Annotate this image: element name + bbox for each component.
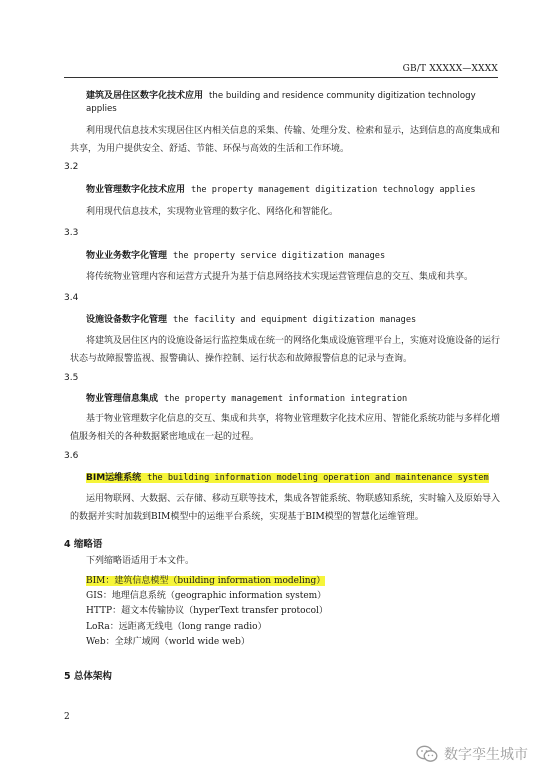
abbreviation-list	[86, 574, 328, 650]
term-heading-3-4	[86, 314, 500, 327]
section-number-3-2: 3.2	[64, 162, 79, 172]
term-zh: 物业业务数字化管理	[86, 251, 168, 261]
header-rule	[64, 77, 498, 78]
wechat-icon	[416, 745, 438, 763]
section-number-3-4: 3.4	[64, 293, 79, 303]
term-en: the property management digitization technology applies	[191, 185, 476, 195]
abbreviation-item	[86, 574, 328, 589]
term-definition-3-3: 将传统物业管理内容和运营方式提升为基于信息网络技术实现运营管理信息的交互、集成和共享。	[86, 272, 474, 282]
term-heading-3-3	[86, 250, 500, 263]
term-zh: 设施设备数字化管理	[86, 315, 168, 325]
term-definition-3-6: 运用物联网、大数据、云存储、移动互联等技术，集成各智能系统、物联感知系统，实时输入及原始导入的数据并实时加载到BIM模型中的运维平台系统，实现基于BIM模型的智慧化运维管理。	[70, 494, 501, 522]
term-zh: 物业管理信息集成	[86, 394, 159, 404]
section-4-intro: 下列缩略语适用于本文件。	[86, 556, 195, 566]
term-en: the building and residence community digitization technology applies	[86, 91, 476, 114]
term-heading-3-2	[86, 184, 500, 197]
term-heading-3-6	[86, 472, 500, 485]
abbreviation-item: LoRa：远距离无线电（long range radio）	[86, 621, 267, 632]
section-number-3-5: 3.5	[64, 373, 79, 383]
abbreviation-item: HTTP：超文本传输协议（hyperText transfer protocol）	[86, 606, 328, 617]
term-definition-3-4: 将建筑及居住区内的设施设备运行监控集成在统一的网络化集成设施管理平台上，实施对设施设备的运行状态与故障报警监视、报警确认、操作控制、运行状态和故障报警信息的记录与查询。	[70, 336, 501, 364]
term-definition-3-1: 利用现代信息技术实现居住区内相关信息的采集、传输、处理分发、检索和显示，达到信息的高度集成和共享，为用户提供安全、舒适、节能、环保与高效的生活和工作环境。	[70, 126, 501, 154]
section-number-3-6: 3.6	[64, 451, 79, 461]
term-en: the property management information integration	[164, 394, 408, 404]
section-4-title: 4 缩略语	[64, 539, 103, 550]
term-zh: 建筑及居住区数字化技术应用	[86, 91, 204, 101]
term-heading-3-1	[86, 90, 500, 116]
watermark	[416, 744, 528, 764]
highlighted-term	[86, 473, 489, 483]
term-heading-3-5	[86, 393, 500, 406]
term-definition-3-2: 利用现代信息技术，实现物业管理的数字化、网络化和智能化。	[86, 207, 339, 217]
highlighted-abbreviation: BIM：建筑信息模型（building information modeling）	[86, 576, 326, 586]
term-en: the property service digitization manages	[173, 251, 386, 261]
term-definition-3-5: 基于物业管理数字化信息的交互、集成和共享，将物业管理数字化技术应用、智能化系统功能与多样化增值服务相关的各种数据紧密地成在一起的过程。	[70, 414, 501, 442]
section-5-title: 5 总体架构	[64, 671, 112, 682]
term-zh: 物业管理数字化技术应用	[86, 185, 186, 195]
term-en: the building information modeling operation and maintenance system	[147, 473, 489, 483]
section-number-3-3: 3.3	[64, 228, 79, 238]
watermark-text: 数字孪生城市	[444, 747, 528, 763]
term-en: the facility and equipment digitization manages	[173, 315, 417, 325]
standard-code: GB/T XXXXX—XXXX	[402, 64, 498, 74]
term-zh: BIM运维系统	[86, 473, 142, 483]
page-number: 2	[64, 712, 70, 722]
abbreviation-item: Web：全球广域网（world wide web）	[86, 636, 250, 647]
abbreviation-item: GIS：地理信息系统（geographic information system）	[86, 591, 327, 602]
